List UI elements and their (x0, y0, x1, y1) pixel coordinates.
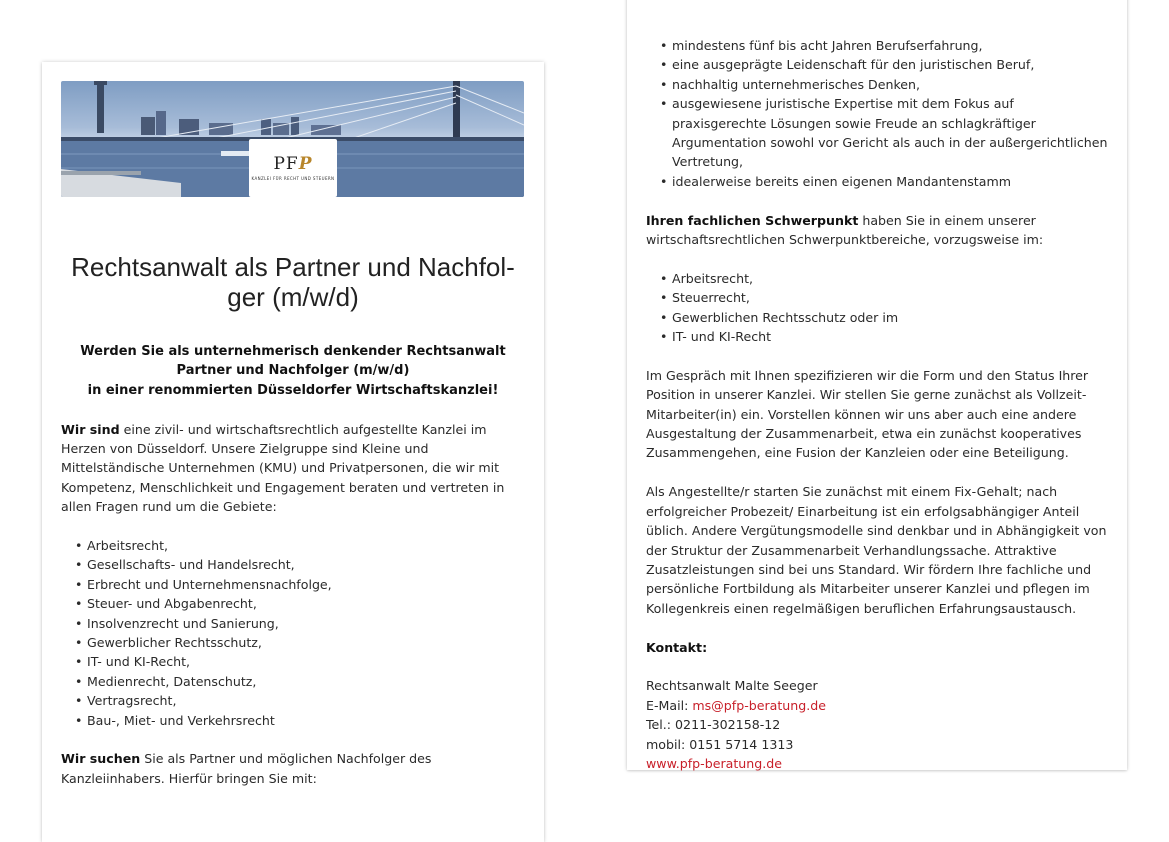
email-label: E-Mail: (646, 697, 693, 713)
job-title-line2: ger (m/w/d) (227, 282, 359, 312)
list-item: • Steuer- und Abgabenrecht, (75, 594, 525, 613)
schwerpunkt-text: haben Sie in einem unserer wirtschaftsrechtlichen Schwerpunktbereiche, vorzugsweise im: (646, 212, 1044, 248)
wir-sind-paragraph (61, 420, 525, 517)
website-link[interactable]: www.pfp-beratung.de (646, 755, 782, 771)
wir-sind-bold: Wir sind (61, 421, 120, 437)
job-title (61, 252, 525, 312)
schwerpunkt-bold: Ihren fachlichen Schwerpunkt (646, 212, 859, 228)
pfp-logo (249, 139, 337, 197)
list-item: • nachhaltig unternehmerisches Denken, (660, 75, 1108, 94)
schwerpunkt-paragraph (646, 211, 1108, 250)
list-item: • Gewerblichen Rechtsschutz oder im (660, 308, 1108, 327)
list-item: • IT- und KI-Recht, (75, 652, 525, 671)
list-item: • Vertragsrecht, (75, 691, 525, 710)
wir-suchen-paragraph (61, 749, 525, 788)
list-item: • Medienrecht, Datenschutz, (75, 672, 525, 691)
subtitle-line1: Werden Sie als unternehmerisch denkender Rechtsanwalt (80, 344, 506, 359)
gespraech-paragraph: Im Gespräch mit Ihnen spezifizieren wir die Form und den Status Ihrer Position in unserer Kanzlei. Wir stellen Sie gerne zunächst als Vollzeit-Mitarbeiter(in) ein. Vorstellen können wir uns aber auch eine andere Ausgestaltung der Zusammenarbeit, etwa ein zunächst kooperatives Zusammengehen, eine Fusion der Kanzleien oder eine Beteiligung. (646, 367, 1089, 461)
header-banner-image (61, 81, 524, 197)
list-item: • ausgewiesene juristische Expertise mit dem Fokus auf praxisgerechte Lösungen sowie Freude an schlagkräftiger Argumentation sowohl vor Gericht als auch in der außergerichtlichen Vertretung, (660, 94, 1108, 172)
email-link[interactable]: ms@pfp-beratung.de (692, 697, 827, 713)
list-item: • IT- und KI-Recht (660, 327, 1108, 346)
logo-accent-letter: P (298, 154, 313, 174)
job-ad-card-right (627, 0, 1127, 770)
contact-website-line (646, 754, 1108, 773)
list-item: • Steuerrecht, (660, 288, 1108, 307)
job-title-line1: Rechtsanwalt als Partner und Nachfol- (71, 252, 515, 282)
contact-email-line (646, 696, 1108, 715)
contact-heading-text: Kontakt: (646, 639, 708, 655)
job-ad-card-left (42, 62, 544, 842)
subtitle-line3: in einer renommierten Düsseldorfer Wirtschaftskanzlei! (87, 382, 499, 398)
contact-name: Rechtsanwalt Malte Seeger (646, 678, 818, 694)
wir-suchen-bold: Wir suchen (61, 751, 141, 767)
list-item: • Erbrecht und Unternehmensnachfolge, (75, 575, 525, 594)
requirements-list (646, 36, 1108, 191)
practice-areas-list (61, 536, 525, 730)
logo-text: PF (273, 154, 299, 174)
wir-suchen-text: Sie als Partner und möglichen Nachfolger des Kanzleiinhabers. Hierfür bringen Sie mit: (61, 751, 432, 786)
list-item: • Gewerblicher Rechtsschutz, (75, 633, 525, 652)
focus-areas-list (646, 269, 1108, 347)
list-item: • Insolvenzrecht und Sanierung, (75, 614, 525, 633)
logo-subtitle: KANZLEI FÜR RECHT UND STEUERN (251, 176, 335, 181)
list-item: • mindestens fünf bis acht Jahren Berufserfahrung, (660, 36, 1108, 55)
contact-tel: Tel.: 0211-302158-12 (646, 717, 781, 733)
list-item: • Arbeitsrecht, (660, 269, 1108, 288)
job-subtitle (61, 342, 525, 400)
contact-mobil: mobil: 0151 5714 1313 (646, 736, 794, 752)
angestellte-paragraph: Als Angestellte/r starten Sie zunächst mit einem Fix-Gehalt; nach erfolgreicher Probezeit/ Einarbeitung ist ein erfolgsabhängiger Anteil üblich. Andere Vergütungsmodelle sind denkbar und in Abhängigkeit von der Struktur der Zusammenarbeit Verhandlungssache. Attraktive Zusatzleistungen sind bei uns Standard. Wir fördern Ihre fachliche und persönliche Fortbildung als Mitarbeiter unserer Kanzlei und pflegen im Kollegenkreis einen regelmäßigen beruflichen Erfahrungsaustausch. (646, 484, 1107, 616)
list-item: • Bau-, Miet- und Verkehrsrecht (75, 711, 525, 730)
subtitle-line2: Partner und Nachfolger (m/w/d) (176, 363, 410, 379)
list-item: • Arbeitsrecht, (75, 536, 525, 555)
list-item: • eine ausgeprägte Leidenschaft für den juristischen Beruf, (660, 55, 1108, 74)
contact-heading (646, 638, 1108, 657)
wir-sind-text: eine zivil- und wirtschaftsrechtlich aufgestellte Kanzlei im Herzen von Düsseldorf. Unsere Zielgruppe sind Kleine und Mittelständische Unternehmen (KMU) und Privatpersonen, die wir mit Kompetenz, Menschlichkeit und Engagement beraten und vertreten in allen Fragen rund um die Gebiete: (61, 421, 505, 515)
list-item: • idealerweise bereits einen eigenen Mandantenstamm (660, 172, 1108, 191)
list-item: • Gesellschafts- und Handelsrecht, (75, 555, 525, 574)
